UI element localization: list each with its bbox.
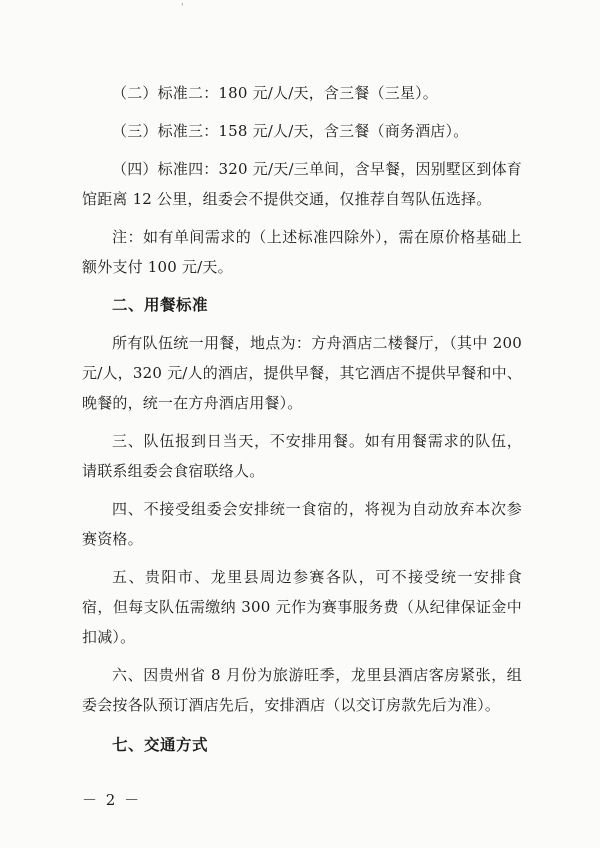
- standard-four-paragraph: （四）标准四：320 元/天/三单间，含早餐，因别墅区到体育馆距离 12 公里，组委会不提供交通，仅推荐自驾队伍选择。: [82, 160, 522, 208]
- page-number: － 2 －: [82, 791, 142, 809]
- standard-two-paragraph: （二）标准二：180 元/人/天，含三餐（三星）。: [112, 84, 439, 102]
- arrival-day-paragraph: 三、队伍报到日当天，不安排用餐。如有用餐需求的队伍，请联系组委会食宿联络人。: [82, 432, 522, 480]
- scan-mark: ': [181, 3, 184, 13]
- document-body: [82, 78, 522, 768]
- standard-three-paragraph: （三）标准三：158 元/人/天，含三餐（商务酒店）。: [112, 122, 469, 140]
- section-heading-transportation: 七、交通方式: [112, 736, 209, 754]
- section-heading-meal-standard: 二、用餐标准: [112, 296, 209, 314]
- decline-accommodation-paragraph: 四、不接受组委会安排统一食宿的，将视为自动放弃本次参赛资格。: [82, 500, 522, 548]
- peak-season-paragraph: 六、因贵州省 8 月份为旅游旺季，龙里县酒店客房紧张，组委会按各队预订酒店先后，安排酒店（以交订房款先后为准）。: [82, 666, 522, 714]
- single-room-note: 注：如有单间需求的（上述标准四除外），需在原价格基础上额外支付 100 元/天。: [82, 228, 522, 276]
- meal-location-paragraph: 所有队伍统一用餐，地点为：方舟酒店二楼餐厅，（其中 200 元/人，320 元/人的酒店，提供早餐，其它酒店不提供早餐和中、晚餐的，统一在方舟酒店用餐）。: [82, 334, 522, 412]
- nearby-teams-paragraph: 五、贵阳市、龙里县周边参赛各队，可不接受统一安排食宿，但每支队伍需缴纳 300 元作为赛事服务费（从纪律保证金中扣减）。: [82, 568, 522, 646]
